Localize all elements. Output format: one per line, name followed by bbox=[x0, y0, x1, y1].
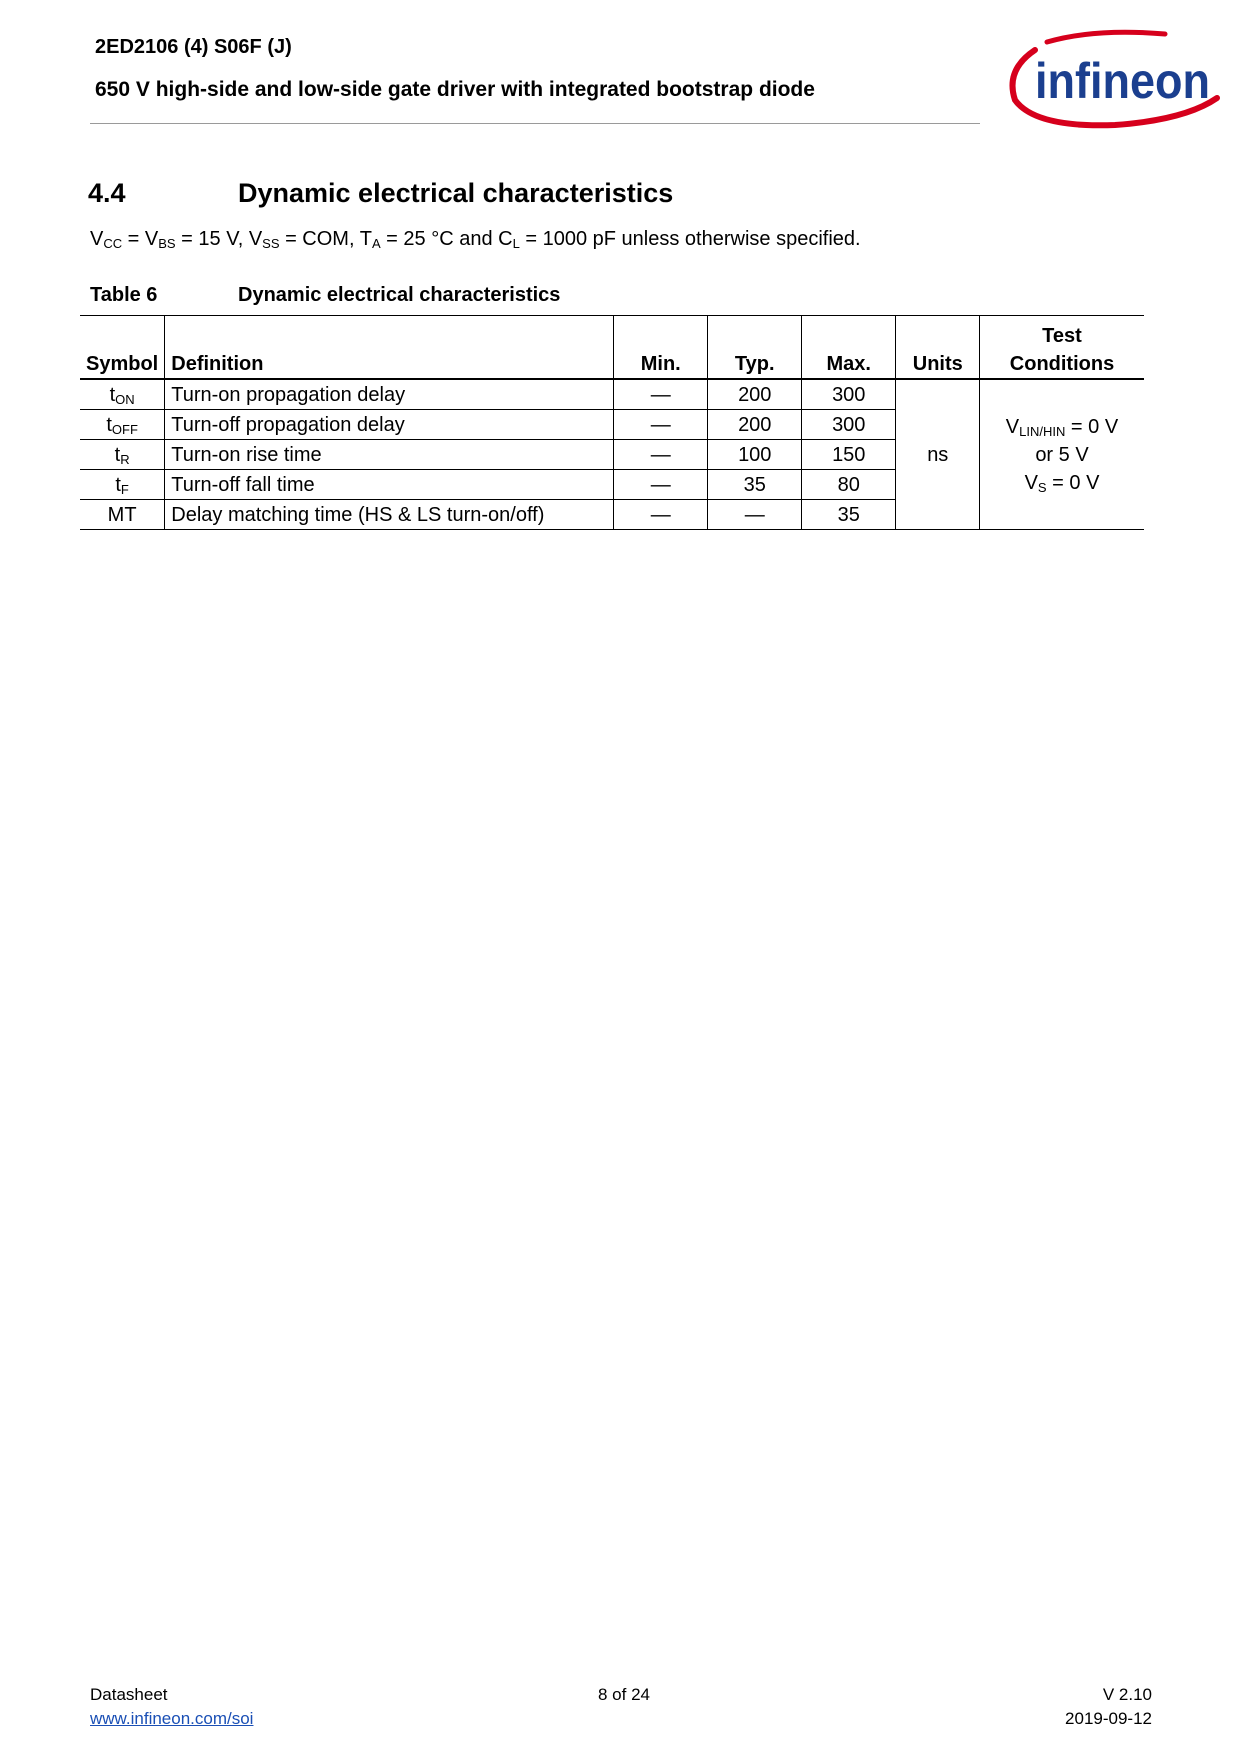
footer-date: 2019-09-12 bbox=[1065, 1709, 1152, 1728]
footer-version: V 2.10 bbox=[1102, 1685, 1152, 1704]
max-cell: 150 bbox=[802, 440, 896, 470]
max-cell: 80 bbox=[802, 470, 896, 500]
symbol-cell: $t_R$ bbox=[80, 440, 165, 470]
header-max: Max. bbox=[802, 316, 896, 380]
header-units: Units bbox=[896, 316, 980, 380]
section-number: 4.4 bbox=[88, 178, 126, 208]
header-symbol: Symbol bbox=[80, 316, 165, 380]
definition-cell: Turn-off propagation delay bbox=[165, 410, 614, 440]
symbol-cell: $t_{ON}$ bbox=[80, 379, 165, 410]
symbol-cell: $t_{OFF}$ bbox=[80, 410, 165, 440]
max-cell: 300 bbox=[802, 410, 896, 440]
typ-cell: 200 bbox=[708, 379, 802, 410]
header-definition: Definition bbox=[165, 316, 614, 380]
min-cell: — bbox=[614, 410, 708, 440]
definition-cell: Delay matching time (HS & LS turn-on/off) bbox=[165, 500, 614, 530]
product-description: 650 V high-side and low-side gate driver with integrated bootstrap diode bbox=[95, 78, 815, 101]
symbol-cell: MT bbox=[80, 500, 165, 530]
definition-cell: Turn-off fall time bbox=[165, 470, 614, 500]
table-number: Table 6 bbox=[90, 284, 158, 306]
definition-cell: Turn-on rise time bbox=[165, 440, 614, 470]
min-cell: — bbox=[614, 470, 708, 500]
min-cell: — bbox=[614, 440, 708, 470]
table-header-row bbox=[80, 316, 1144, 380]
min-cell: — bbox=[614, 500, 708, 530]
typ-cell: 100 bbox=[708, 440, 802, 470]
logo-wordmark: infineon bbox=[1035, 53, 1210, 109]
header-typ: Typ. bbox=[708, 316, 802, 380]
definition-cell: Turn-on propagation delay bbox=[165, 379, 614, 410]
typ-cell: 35 bbox=[708, 470, 802, 500]
dynamic-characteristics-table bbox=[80, 315, 1144, 530]
section-conditions: $V_{CC} = V_{BS} = 15$ V, $V_{SS}$ = COM, $T_A = 25$ °C and $C_L = 1000$ pF unless otherwise specified. bbox=[90, 228, 861, 251]
symbol-cell: $t_F$ bbox=[80, 470, 165, 500]
units-cell: ns bbox=[896, 379, 980, 530]
footer-url-link[interactable]: www.infineon.com/soi bbox=[90, 1709, 254, 1728]
typ-cell: — bbox=[708, 500, 802, 530]
max-cell: 300 bbox=[802, 379, 896, 410]
infineon-logo bbox=[995, 20, 1225, 130]
min-cell: — bbox=[614, 379, 708, 410]
footer-doc-type: Datasheet bbox=[90, 1685, 168, 1704]
test-conditions-cell: $V_{LIN/HIN} = 0$ V or 5 V $V_S = 0$ V bbox=[980, 379, 1144, 530]
header-divider bbox=[90, 123, 980, 124]
footer-page-number: 8 of 24 bbox=[598, 1685, 650, 1704]
header-test-conditions: Test Conditions bbox=[980, 316, 1144, 380]
table-row bbox=[80, 379, 1144, 410]
section-title: Dynamic electrical characteristics bbox=[238, 178, 674, 208]
typ-cell: 200 bbox=[708, 410, 802, 440]
table-title: Dynamic electrical characteristics bbox=[238, 284, 561, 306]
max-cell: 35 bbox=[802, 500, 896, 530]
header-min: Min. bbox=[614, 316, 708, 380]
part-number: 2ED2106 (4) S06F (J) bbox=[95, 36, 292, 58]
